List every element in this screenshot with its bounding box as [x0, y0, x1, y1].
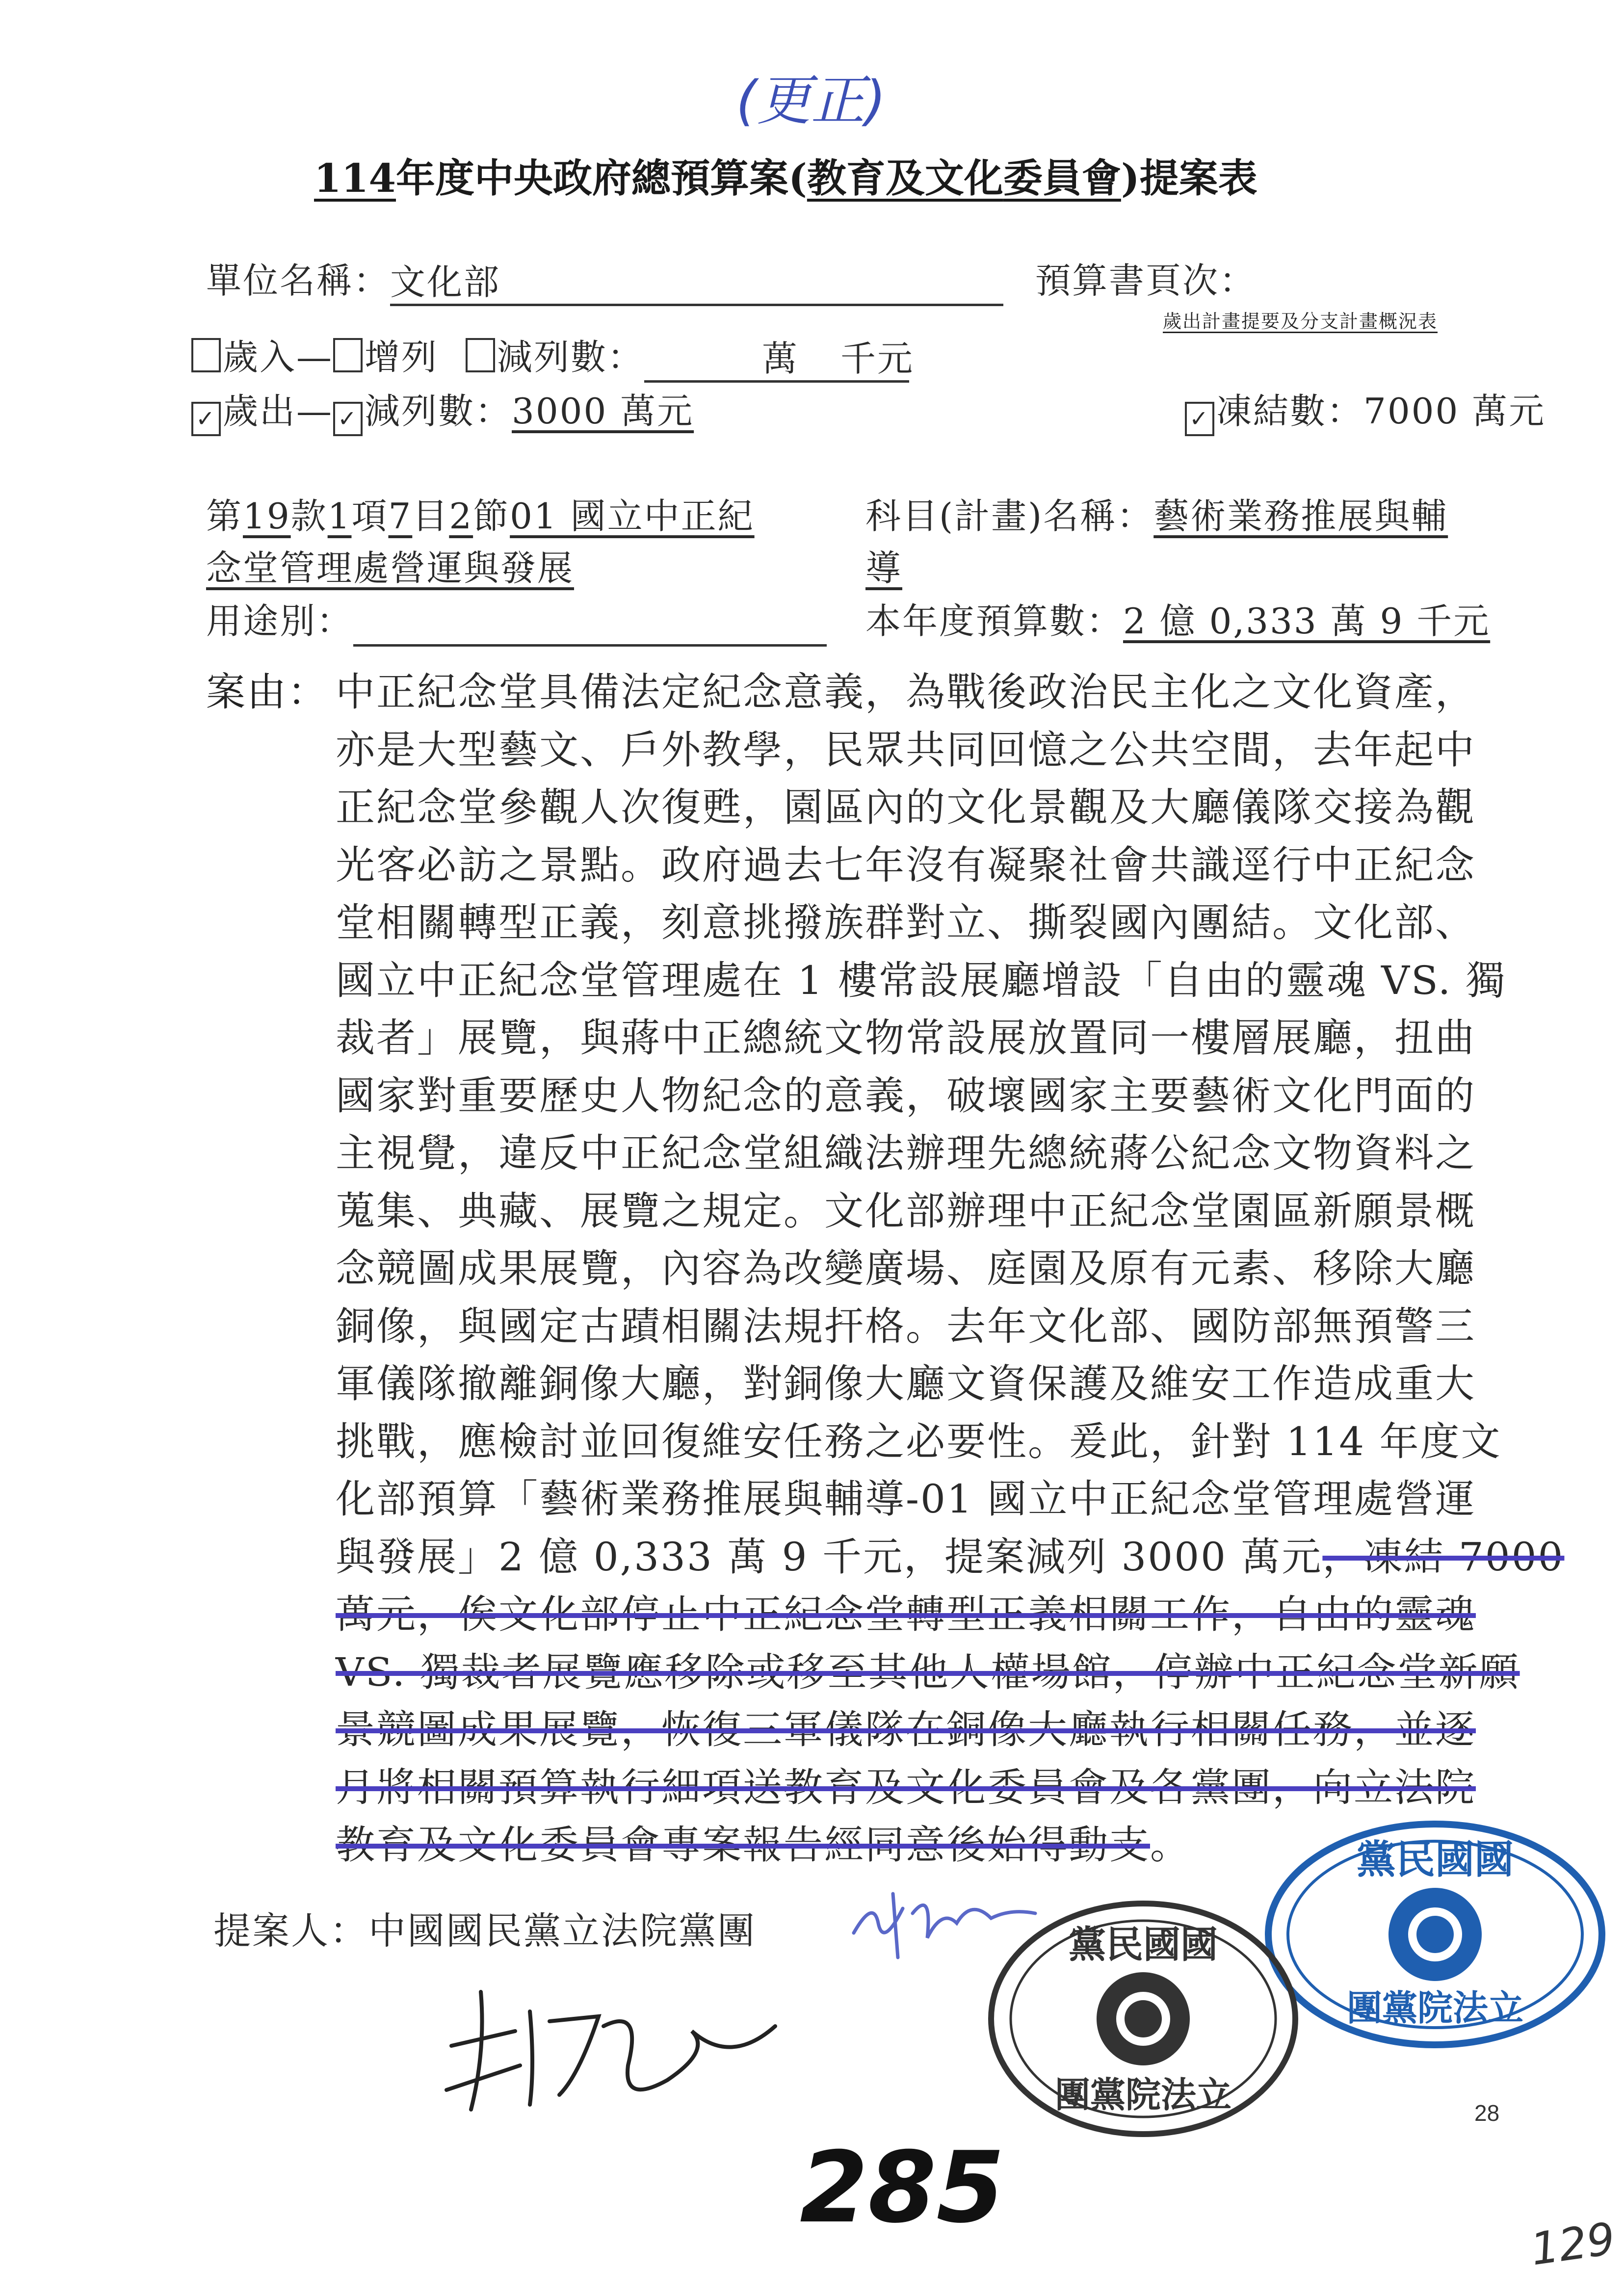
item-name-line2: 念堂管理處營運與發展	[206, 548, 575, 589]
item-jie-label: 節	[473, 496, 510, 537]
revenue-amount-line	[644, 338, 914, 383]
svg-text:團黨院法立: 團黨院法立	[1054, 2074, 1232, 2115]
reason-line: 念競圖成果展覽，內容為改變廣場、庭園及原有元素、移除大廳	[336, 1246, 1476, 1291]
current-budget-field	[865, 596, 1490, 647]
reason-line: 化部預算「藝術業務推展與輔導-01 國立中正紀念堂管理處營運	[336, 1476, 1476, 1522]
item-prefix: 第	[206, 496, 243, 537]
struck-reason-line: VS. 獨裁者展覽應移除或移至其他人權場館，停辦中正紀念堂新願	[336, 1649, 1520, 1695]
freeze-amount: 7000 萬元	[1363, 391, 1546, 432]
page-number: 28	[1474, 2100, 1500, 2126]
struck-reason-line: 景競圖成果展覽，恢復三軍儀隊在銅像大廳執行相關任務，並逐	[336, 1707, 1476, 1752]
item-mu: 7	[388, 496, 413, 537]
item-xiang: 1	[327, 496, 352, 537]
item-kuan: 19	[243, 496, 291, 537]
unit-name-field	[206, 255, 1003, 306]
reason-line: 亦是大型藝文、戶外教學，民眾共同回憶之公共空間，去年起中	[336, 727, 1476, 773]
revenue-checkbox[interactable]	[191, 338, 221, 372]
title-text: 年度中央政府總預算案(	[396, 155, 807, 201]
correction-note: (更正)	[736, 69, 886, 132]
party-caucus-stamp-blue	[1263, 1819, 1607, 2050]
proposer-name: 中國國民黨立法院黨團	[368, 1909, 756, 1953]
reason-line: 挑戰，應檢討並回復維安任務之必要性。爰此，針對 114 年度文	[336, 1419, 1502, 1464]
reason-text: 與發展」2 億 0,333 萬 9 千元，提案減列 3000 萬元	[336, 1534, 1323, 1580]
item-jie: 2	[449, 496, 473, 537]
struck-text: 教育及文化委員會專案報告經同意後始得動支	[336, 1822, 1150, 1868]
title-year: 114	[314, 155, 396, 201]
expense-decrease-label: 減列數：	[365, 391, 512, 432]
item-name: 01 國立中正紀	[510, 496, 755, 537]
revenue-row	[191, 332, 914, 383]
current-budget-label: 本年度預算數：	[865, 600, 1124, 642]
expense-row	[191, 386, 694, 437]
current-budget-value: 2 億 0,333 萬 9 千元	[1123, 600, 1491, 642]
reason-line-final	[336, 1816, 1191, 1874]
purpose-field	[206, 596, 827, 647]
subject-label: 科目(計畫)名稱：	[865, 496, 1154, 537]
subject-value-line2: 導	[865, 548, 903, 589]
expense-decrease-checkbox-checked[interactable]: ✓	[333, 402, 363, 436]
decrease-label: 減列數：	[497, 337, 644, 378]
party-caucus-stamp-black	[986, 1899, 1300, 2139]
corner-number: 129	[1527, 2213, 1619, 2276]
svg-text:團黨院法立: 團黨院法立	[1346, 1987, 1524, 2029]
unit-value-line	[390, 261, 1003, 306]
item-kuan-label: 款	[290, 496, 328, 537]
freeze-checkbox-checked[interactable]: ✓	[1185, 402, 1214, 436]
page-title	[314, 150, 1257, 207]
revenue-label: 歲入—	[223, 337, 334, 378]
reason-line: 蒐集、典藏、展覽之規定。文化部辦理中正紀念堂園區新願景概	[336, 1188, 1476, 1234]
title-committee-b: 委員會	[1003, 155, 1121, 201]
struck-reason-line: 月將相關預算執行細項送教育及文化委員會及各黨團，向立法院	[336, 1765, 1476, 1810]
item-xiang-label: 項	[351, 496, 389, 537]
title-end: )提案表	[1121, 155, 1257, 201]
reason-line: 堂相關轉型正義，刻意挑撥族群對立、撕裂國內團結。文化部、	[336, 900, 1476, 945]
struck-text: ，凍結 7000	[1322, 1534, 1565, 1580]
title-committee: 教育及文化	[807, 155, 1003, 201]
reason-line: 軍儀隊撤離銅像大廳，對銅像大廳文資保護及維安工作造成重大	[336, 1361, 1476, 1407]
unit-value: 文化部	[390, 261, 501, 303]
expense-checkbox-checked[interactable]: ✓	[191, 402, 221, 436]
reason-line: 國立中正紀念堂管理處在 1 樓常設展廳增設「自由的靈魂 VS. 獨	[336, 958, 1507, 1003]
proposer-label: 提案人：	[213, 1909, 368, 1953]
subject-field	[865, 491, 1448, 542]
increase-label: 增列	[365, 337, 439, 378]
struck-reason-line: 萬元，俟文化部停止中正紀念堂轉型正義相關工作，自由的靈魂	[336, 1592, 1476, 1637]
reason-line: 銅像，與國定古蹟相關法規扞格。去年文化部、國防部無預警三	[336, 1304, 1476, 1349]
decrease-checkbox[interactable]	[466, 338, 495, 372]
svg-text:黨民國國: 黨民國國	[1069, 1923, 1218, 1966]
reason-line: 裁者」展覽，與蔣中正總統文物常設展放置同一樓層展廳，扭曲	[336, 1015, 1476, 1061]
reason-label: 案由：	[206, 669, 328, 715]
expense-label: 歲出—	[223, 391, 334, 432]
unit-label: 單位名稱：	[206, 260, 391, 301]
reason-line: 中正紀念堂具備法定紀念意義，為戰後政治民主化之文化資產，	[336, 669, 1476, 715]
purpose-label: 用途別：	[206, 600, 354, 642]
budget-page-label: 預算書頁次：	[1035, 260, 1257, 301]
budget-item-line1	[206, 491, 755, 542]
reason-line: 正紀念堂參觀人次復甦，園區內的文化景觀及大廳儀隊交接為觀	[336, 784, 1476, 830]
freeze-field	[1185, 386, 1545, 437]
reason-line-mixed	[336, 1528, 1564, 1586]
reason-line: 主視覺，違反中正紀念堂組織法辦理先總統蔣公紀念文物資料之	[336, 1130, 1476, 1176]
expense-decrease-amount: 3000 萬元	[512, 391, 694, 432]
black-signature	[437, 1977, 780, 2114]
purpose-blank	[353, 610, 827, 647]
reason-line: 國家對重要歷史人物紀念的意義，破壞國家主要藝術文化門面的	[336, 1073, 1476, 1119]
freeze-label: 凍結數：	[1216, 391, 1364, 432]
subject-value: 藝術業務推展與輔	[1153, 496, 1448, 537]
svg-text:黨民國國: 黨民國國	[1357, 1836, 1514, 1882]
proposer-field	[213, 1904, 756, 1958]
unit-wan: 萬	[761, 338, 799, 379]
budget-page-value: 歲出計畫提要及分支計畫概況表	[1163, 311, 1438, 332]
item-mu-label: 目	[412, 496, 449, 537]
increase-checkbox[interactable]	[333, 338, 363, 372]
end-mark: 。	[1150, 1822, 1191, 1868]
unit-qian: 千元	[840, 338, 914, 379]
reason-line: 光客必訪之景點。政府過去七年沒有凝聚社會共識逕行中正紀念	[336, 842, 1476, 888]
handwritten-number: 285	[800, 2131, 1005, 2245]
